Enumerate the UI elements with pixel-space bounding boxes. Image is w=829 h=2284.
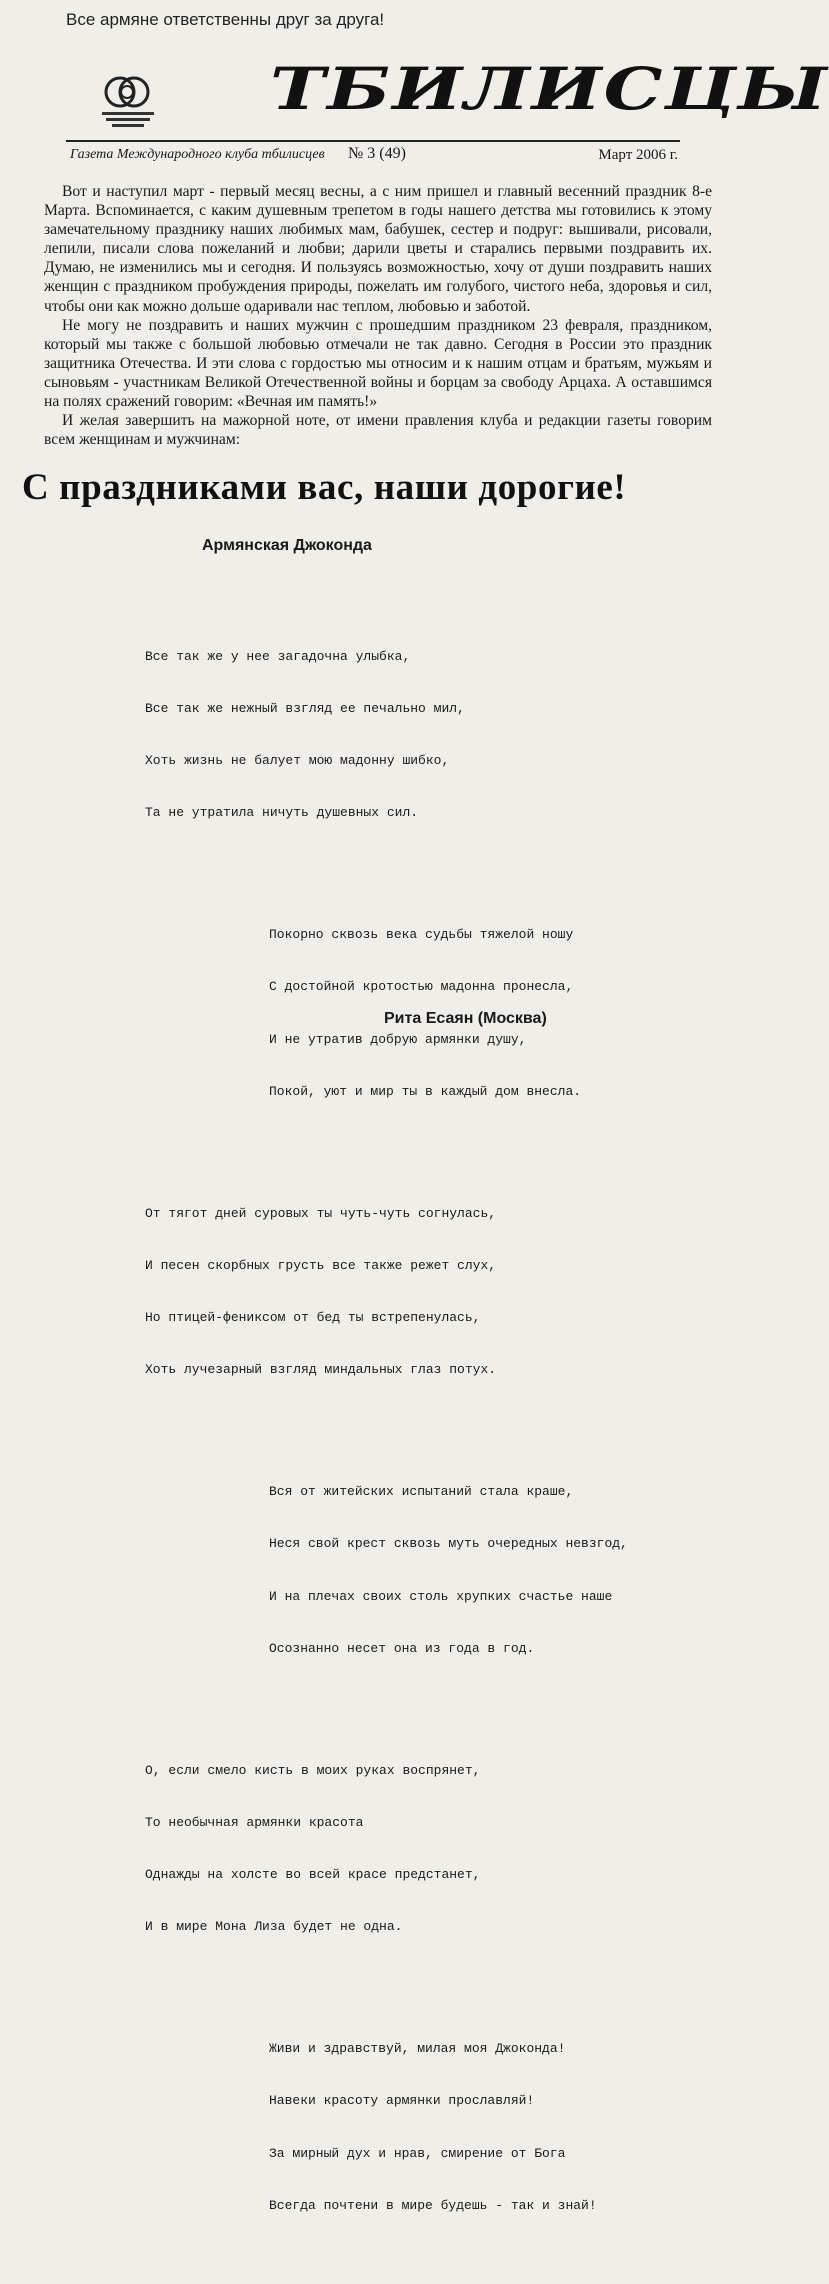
paragraph: И желая завершить на мажорной ноте, от имени правления клуба и редакции газеты говорим всем женщинам и мужчинам: <box>44 412 712 449</box>
poem-line: Но птицей-фениксом от бед ты встрепенулась, <box>145 1310 481 1326</box>
poem-line: И песен скорбных грусть все также режет слух, <box>145 1257 497 1273</box>
poem-line: Всегда почтени в мире будешь - так и знай! <box>269 2197 597 2213</box>
poem-stanza <box>145 1727 628 1971</box>
poem-line: Навеки красоту армянки прославляй! <box>269 2093 535 2109</box>
poem-line: Однажды на холсте во всей красе предстанет, <box>145 1867 481 1883</box>
poem-line: Все так же нежный взгляд ее печально мил, <box>145 700 465 716</box>
poem-line: И в мире Мона Лиза будет не одна. <box>145 1919 403 1935</box>
poem-line: О, если смело кисть в моих руках воспрянет, <box>145 1762 481 1778</box>
poem-line: Покой, уют и мир ты в каждый дом внесла. <box>269 1083 582 1099</box>
poem-line: Все так же у нее загадочна улыбка, <box>145 648 411 664</box>
poem-stanza <box>145 1448 628 1692</box>
poem-line: Хоть лучезарный взгляд миндальных глаз потух. <box>145 1362 497 1378</box>
poem-line: От тягот дней суровых ты чуть-чуть согнулась, <box>145 1205 497 1221</box>
issue-info-bar <box>66 140 680 168</box>
club-logo-icon <box>96 74 160 130</box>
masthead-title: ТБИЛИСЦЫ <box>270 56 829 124</box>
poem-line: Неся свой крест сквозь муть очередных невзгод, <box>269 1536 628 1552</box>
poem-stanza <box>145 2005 628 2249</box>
poem-line: Хоть жизнь не балует мою мадонну шибко, <box>145 753 450 769</box>
motto: Все армяне ответственны друг за друга! <box>66 10 385 29</box>
paper-name: Газета Международного клуба тбилисцев <box>70 147 325 162</box>
poem-line: Покорно сквозь века судьбы тяжелой ношу <box>269 927 574 943</box>
poem-line: Живи и здравствуй, милая моя Джоконда! <box>269 2041 566 2057</box>
poem-line: За мирный дух и нрав, смирение от Бога <box>269 2145 566 2161</box>
poem-stanza <box>145 1170 628 1414</box>
poem-author-signature: Рита Есаян (Москва) <box>384 1010 547 1027</box>
poem-line: С достойной кротостью мадонна пронесла, <box>269 979 574 995</box>
poem-line: И на плечах своих столь хрупких счастье наше <box>269 1588 613 1604</box>
article-body <box>44 182 712 449</box>
paragraph: Не могу не поздравить и наших мужчин с прошедшим праздником 23 февраля, праздником, который мы также с большой любовью отмечали не так давно. Сегодня в России это праздник защитника Отечества. И эти слова с гордостью мы относим и к нашим отцам и братьям, мужьям и сыновьям - участникам Великой Отечественной войны и борцам за свободу Арцаха. А оставшимся на полях сражений говорим: «Вечная им память!» <box>44 316 712 411</box>
poem-line: Вся от житейских испытаний стала краше, <box>269 1484 574 1500</box>
poem-line: Осознанно несет она из года в год. <box>269 1640 535 1656</box>
poem <box>145 578 628 2284</box>
issue-number: № 3 (49) <box>348 145 406 162</box>
headline: С праздниками вас, наши дорогие! <box>22 467 627 508</box>
poem-line: То необычная армянки красота <box>145 1814 364 1830</box>
issue-date: Март 2006 г. <box>598 147 678 163</box>
poem-stanza <box>145 613 628 857</box>
poem-line: Та не утратила ничуть душевных сил. <box>145 805 419 821</box>
poem-line: И не утратив добрую армянки душу, <box>269 1031 527 1047</box>
poem-title: Армянская Джоконда <box>202 537 372 554</box>
paragraph: Вот и наступил март - первый месяц весны, а с ним пришел и главный весенний праздник 8-е Марта. Вспоминается, с каким душевным трепетом в годы нашего детства мы готовились к этому замечательному празднику наших любимых мам, бабушек, сестер и подруг: вышивали, рисовали, лепили, писали слова пожеланий и любви; дарили цветы и старались первыми поздравить их. Думаю, не изменились мы и сегодня. И пользуясь возможностью, хочу от души поздравить наших женщин с праздником пробуждения природы, пожелать им голубого, чистого неба, здоровья и сил, чтобы они как можно дольше одаривали нас теплом, любовью и заботой. <box>44 183 712 315</box>
